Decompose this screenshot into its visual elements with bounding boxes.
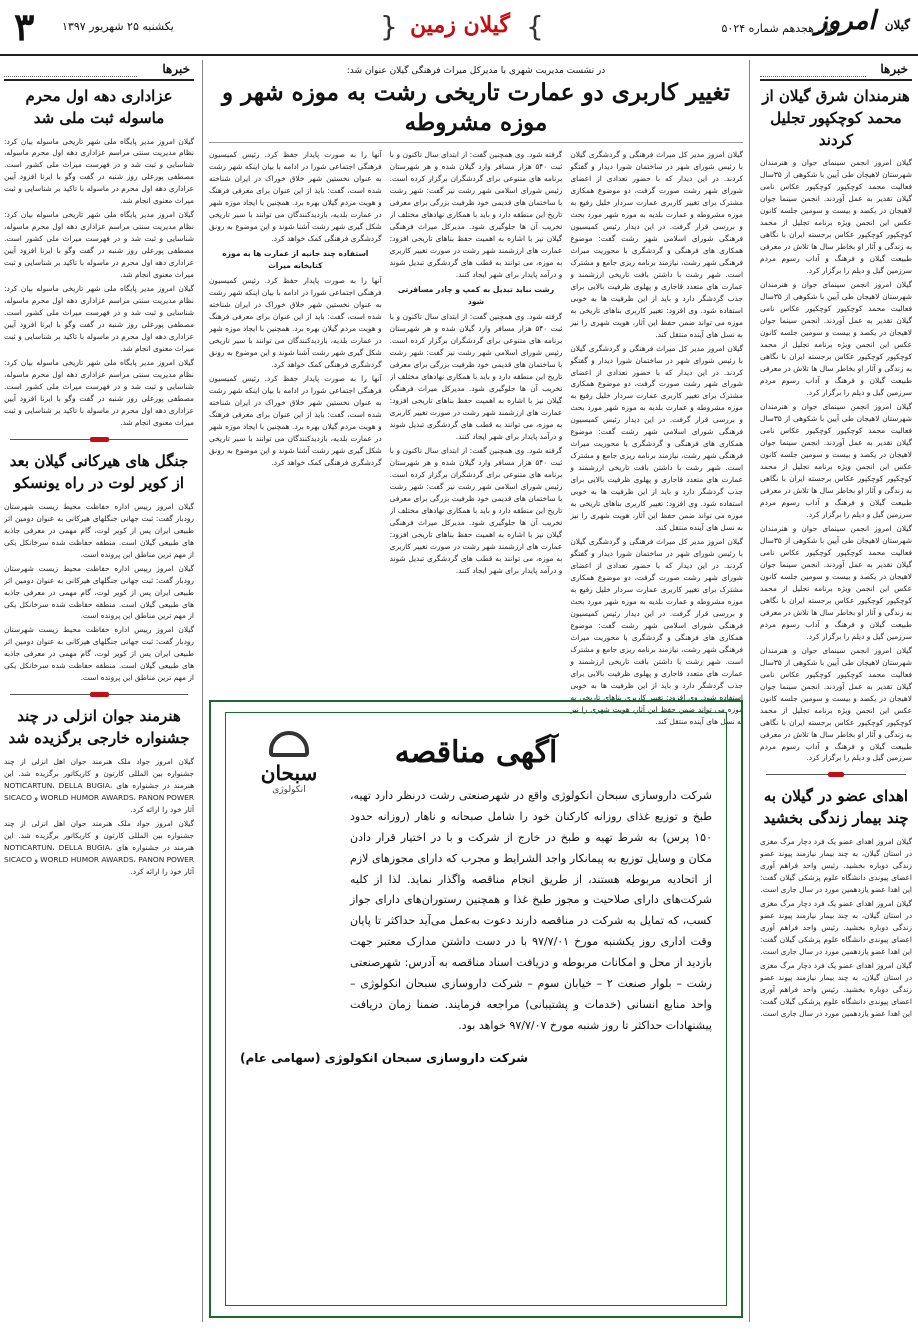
story-divider xyxy=(4,690,194,700)
story-divider xyxy=(760,770,912,780)
article-paragraph: گرفته شود. وی همچنین گفت: از ابتدای سال تاکنون و با ثبت ۵۴۰ هزار مسافر وارد گیلان شده و هر شهرستان برنامه های متنوعی برای گردشگران برگزار کرده است. رئیس شورای اسلامی شهر رشت نیز گفت: شهر رشت با ساختمان های قدیمی خود ظرفیت بزرگی برای معرفی تاریخ این منطقه دارد و باید با همکاری نهادهای مختلف از تخریب آن ها جلوگیری شود. مدیرکل میراث فرهنگی گیلان نیز با اشاره به اهمیت حفظ بناهای تاریخی افزود: عمارت های ارزشمند شهر رشت در صورت تغییر کاربری به موزه، می توانند به قطب های گردشگری تبدیل شوند و درآمد پایدار برای شهر ایجاد کنند. xyxy=(389,446,563,575)
story-paragraph: گیلان امروز انجمن سینمای جوان و هنرمندان شهرستان لاهیجان طی آیین با شکوهی از ۳۵سال فعالیت محمد کوچکپور کوچکپور عکاس نامی گیلان تقدیر به عمل آوردند. انجمن سینما جوان لاهیجان در یکصد و بیست و سومین جلسه کانون عکس این انجمن ویژه برنامه تجلیل از محمد کوچکپور کوچکپور عکاس برجسته ایران با نگاهی به زندگی و آثار او بخاطر سال ها تلاش در معرفی طبیعت گیلان و فرهنگ و آداب رسوم مردم سرزمین گیل و دیلم را برگزار کرد. xyxy=(760,401,912,519)
left-news-column xyxy=(4,60,194,1322)
article-column-2 xyxy=(390,149,563,769)
issue-date: یکشنبه ۲۵ شهریور ۱۳۹۷ xyxy=(62,20,174,33)
brace-right-ornament: } xyxy=(526,10,544,43)
story-paragraph: گیلان امروز جواد ملک هنرمند جوان اهل انزلی از چند جشنواره بین المللی کارتون و کاریکاتور برگزیده شد. این هنرمند در جشنواره های NOTICARTUN، DELLA BUGIA، WORLD HUMOR AWARDS، PANON POWER و SICACO آثار خود را ارائه کرد. xyxy=(4,818,194,876)
ad-body: شرکت داروسازی سبحان انکولوژی واقع در شهرصنعتی رشت درنظر دارد تهیه، طبخ و توزیع غذای روزانه کارکنان خود را شامل صبحانه و ناهار (روزانه حدود ۱۵۰ پرس) به شرط تهیه و طبخ در خارج از شرکت و با در اختیار قرار دادن مکان و وسایل توزیع به پیمانکار واجد الشرایط و مجرب که دارای مجوزهای لازم از اتحادیه مربوطه هستند، از طریق انجام مناقصه واگذار نماید. لذا از کلیه شرکت‌های دارای صلاحیت و مجوز طبخ غذا و همچنین رستوران‌های دارای جواز کسب، که تمایل به شرکت در مناقصه دارند دعوت به‌عمل می‌آید حداکثر تا پایان وقت اداری روز یکشنبه مورخ ۹۷/۷/۰۱ با در دست داشتن مدارک معتبر جهت بازدید از محل و امکانات مربوطه و دریافت اسناد مناقصه به آدرس: شهرصنعتی رشت – بلوار صنعت ۲ – خیابان سوم – شرکت داروسازی سبحان انکولوژی – واحد منابع انسانی (خدمات و پشتیبانی) مراجعه فرمایند. ضمنا زمان دریافت پیشنهادات حداکثر تا روز شنبه مورخ ۹۷/۷/۰۷ خواهد بود. xyxy=(350,789,712,1032)
story-paragraph: گیلان امروز انجمن سینمای جوان و هنرمندان شهرستان لاهیجان طی آیین با شکوهی از ۳۵سال فعالیت محمد کوچکپور کوچکپور عکاس نامی گیلان تقدیر به عمل آوردند. انجمن سینما جوان لاهیجان در یکصد و بیست و سومین جلسه کانون عکس این انجمن ویژه برنامه تجلیل از محمد کوچکپور کوچکپور عکاس برجسته ایران با نگاهی به زندگی و آثار او بخاطر سال ها تلاش در معرفی طبیعت گیلان و فرهنگ و آداب رسوم مردم سرزمین گیل و دیلم را برگزار کرد. xyxy=(760,280,912,397)
article-paragraph: گیلان امروز مدیر کل میراث فرهنگی و گردشگری گیلان با رئیس شورای شهر در ساختمان شورا دیدار و گفتگو کردند. در این دیدار که با حضور تعدادی از اعضای شورای شهر رشت صورت گرفت، دو موضوع همکاری مشترک برای تغییر کاربری عمارت سردار خلیل رفیع به موزه مشروطه و عمارت بلدیه به موزه شهر مورد بحث و بررسی قرار گرفت. در این دیدار رئیس کمیسیون فرهنگی شورای اسلامی شهر رشت گفت: موضوع همکاری های فرهنگی و گردشگری با محوریت میراث فرهنگی شهر رشت، نیازمند برنامه ریزی جامع و مشترک است. شهر رشت با داشتن بافت تاریخی ارزشمند و عمارت های متعدد قاجاری و پهلوی ظرفیت بالایی برای جذب گردشگر دارد و باید از این ظرفیت ها به خوبی استفاده شود. وی افزود: تغییر کاربری بناهای تاریخی به موزه می تواند ضمن حفظ این آثار، هویت شهری را نیز به نسل های آینده منتقل کند. xyxy=(570,343,743,533)
section-title: گیلان زمین xyxy=(410,12,510,38)
article-columns xyxy=(209,149,743,769)
story-divider xyxy=(4,435,194,445)
story-paragraph: گیلان امروز انجمن سینمای جوان و هنرمندان شهرستان لاهیجان طی آیین با شکوهی از ۳۵سال فعالیت محمد کوچکپور کوچکپور عکاس نامی گیلان تقدیر به عمل آوردند. انجمن سینما جوان لاهیجان در یکصد و بیست و سومین جلسه کانون عکس این انجمن ویژه برنامه تجلیل از محمد کوچکپور کوچکپور عکاس برجسته ایران با نگاهی به زندگی و آثار او بخاطر سال ها تلاش در معرفی طبیعت گیلان و فرهنگ و آداب رسوم مردم سرزمین گیل و دیلم را برگزار کرد. xyxy=(760,523,912,641)
article-paragraph: گیلان امروز مدیر کل میراث فرهنگی و گردشگری گیلان با رئیس شورای شهر در ساختمان شورا دیدار و گفتگو کردند. در این دیدار که با حضور تعدادی از اعضای شورای شهر رشت صورت گرفت، دو موضوع همکاری مشترک برای تغییر کاربری عمارت سردار خلیل رفیع به موزه مشروطه و عمارت بلدیه به موزه شهر مورد بحث و بررسی قرار گرفت. در این دیدار رئیس کمیسیون فرهنگی شورای اسلامی شهر رشت گفت: موضوع همکاری های فرهنگی و گردشگری با محوریت میراث فرهنگی شهر رشت، نیازمند برنامه ریزی جامع و مشترک است. شهر رشت با داشتن بافت تاریخی ارزشمند و عمارت های متعدد قاجاری و پهلوی ظرفیت بالایی برای جذب گردشگر دارد و باید از این ظرفیت ها به خوبی استفاده شود. وی افزود: تغییر کاربری بناهای تاریخی به موزه می تواند ضمن حفظ این آثار، هویت شهری را نیز به نسل های آینده منتقل کند. xyxy=(570,537,743,727)
story-headline: هنرمندان شرق گیلان از محمد کوچکپور تجلیل کردند xyxy=(762,87,910,149)
story-headline: اهدای عضو در گیلان به چند بیمار زندگی بخشید xyxy=(763,787,909,828)
story-body xyxy=(4,136,194,430)
story-headline: عزاداری دهه اول محرم ماسوله ثبت ملی شد xyxy=(25,87,173,127)
story-paragraph: گیلان امروز اهدای عضو یک فرد دچار مرگ مغزی در استان گیلان، به چند بیمار نیازمند پیوند عضو زندگی دوباره بخشید. رئیس واحد فراهم آوری اعضای پیوندی دانشگاه علوم پزشکی گیلان گفت: این اهدا عضو یازدهمین مورد در سال جاری است. xyxy=(760,836,912,894)
company-logo-subtitle: انکولوژی xyxy=(272,785,306,795)
article-column-3 xyxy=(209,149,382,769)
page-number: ۳ xyxy=(14,4,35,49)
story-paragraph: گیلان امروز مدیر پایگاه ملی شهر تاریخی ماسوله بیان کرد: نظام مدیریت سنتی مراسم عزاداری دهه اول محرم ماسوله، شناسایی و ثبت شد و در فهرست میراث ملی کشور است. مصطفی پورعلی روز شنبه در گفت وگو با ایرنا افزود آیین عزاداری دهه اول محرم در ماسوله با تاکید بر شناسایی و ثبت میراث معنوی انجام شد. xyxy=(4,136,194,206)
article-paragraph: گرفته شود. وی همچنین گفت: از ابتدای سال تاکنون و با ثبت ۵۴۰ هزار مسافر وارد گیلان شده و هر شهرستان برنامه های متنوعی برای گردشگران برگزار کرده است. رئیس شورای اسلامی شهر رشت نیز گفت: شهر رشت با ساختمان های قدیمی خود ظرفیت بزرگی برای معرفی تاریخ این منطقه دارد و باید با همکاری نهادهای مختلف از تخریب آن ها جلوگیری شود. مدیرکل میراث فرهنگی گیلان نیز با اشاره به اهمیت حفظ بناهای تاریخی افزود: عمارت های ارزشمند شهر رشت در صورت تغییر کاربری به موزه، می توانند به قطب های گردشگری تبدیل شوند و درآمد پایدار برای شهر ایجاد کنند. xyxy=(389,149,563,279)
column-tag: خبرها xyxy=(760,60,912,81)
column-tag: خبرها xyxy=(4,60,194,81)
story-paragraph: گیلان امروز رییس اداره حفاظت محیط زیست شهرستان رودبار گفت: ثبت جهانی جنگلهای هیرکانی به عنوان دومین اثر طبیعی ایران پس از کویر لوت، گام مهمی در معرفی جاذبه های طبیعی گیلان است. منطقه حفاظت شده سرخانکل یکی از مهم ترین مناطق این پرونده است. xyxy=(4,563,194,621)
article-paragraph: آنها را به صورت پایدار حفظ کرد. رئیس کمیسیون فرهنگی اجتماعی شورا در ادامه با بیان اینکه شهر رشت به عنوان نخستین شهر خلاق خوراک در ایران شناخته شده است، گفت: باید از این عنوان برای معرفی فرهنگ و هویت مردم گیلان بهره برد. همچنین با ایجاد موزه شهر در عمارت بلدیه، بازدیدکنندگان می توانند با سیر تاریخی شکل گیری شهر رشت آشنا شوند و این موضوع به رونق گردشگری فرهنگی کمک خواهد کرد. xyxy=(208,374,382,468)
company-logo xyxy=(244,731,334,795)
story-paragraph: گیلان امروز انجمن سینمای جوان و هنرمندان شهرستان لاهیجان طی آیین با شکوهی از ۳۵سال فعالیت محمد کوچکپور کوچکپور عکاس نامی گیلان تقدیر به عمل آوردند. انجمن سینما جوان لاهیجان در یکصد و بیست و سومین جلسه کانون عکس این انجمن ویژه برنامه تجلیل از محمد کوچکپور کوچکپور عکاس برجسته ایران با نگاهی به زندگی و آثار او بخاطر سال ها تلاش در معرفی طبیعت گیلان و فرهنگ و آداب رسوم مردم سرزمین گیل و دیلم را برگزار کرد. xyxy=(760,158,912,276)
issue-number: سال هجدهم شماره ۵۰۲۴ xyxy=(721,22,838,35)
article-paragraph: آنها را به صورت پایدار حفظ کرد. رئیس کمیسیون فرهنگی اجتماعی شورا در ادامه با بیان اینکه شهر رشت به عنوان نخستین شهر خلاق خوراک در ایران شناخته شده است، گفت: باید از این عنوان برای معرفی فرهنگ و هویت مردم گیلان بهره برد. همچنین با ایجاد موزه شهر در عمارت بلدیه، بازدیدکنندگان می توانند با سیر تاریخی شکل گیری شهر رشت آشنا شوند و این موضوع به رونق گردشگری فرهنگی کمک خواهد کرد. xyxy=(208,276,382,370)
story-paragraph: گیلان امروز انجمن سینمای جوان و هنرمندان شهرستان لاهیجان طی آیین با شکوهی از ۳۵سال فعالیت محمد کوچکپور کوچکپور عکاس نامی گیلان تقدیر به عمل آوردند. انجمن سینما جوان لاهیجان در یکصد و بیست و سومین جلسه کانون عکس این انجمن ویژه برنامه تجلیل از محمد کوچکپور کوچکپور عکاس برجسته ایران با نگاهی به زندگی و آثار او بخاطر سال ها تلاش در معرفی طبیعت گیلان و فرهنگ و آداب رسوم مردم سرزمین گیل و دیلم را برگزار کرد. xyxy=(760,645,912,763)
article-kicker: در نشست مدیریت شهری با مدیرکل میراث فرهنگی گیلان عنوان شد: xyxy=(346,66,606,76)
story-paragraph: گیلان امروز رییس اداره حفاظت محیط زیست شهرستان رودبار گفت: ثبت جهانی جنگلهای هیرکانی به عنوان دومین اثر طبیعی ایران پس از کویر لوت، گام مهمی در معرفی جاذبه های طبیعی گیلان است. منطقه حفاظت شده سرخانکل یکی از مهم ترین مناطق این پرونده است. xyxy=(4,625,194,683)
article-paragraph: گیلان امروز مدیر کل میراث فرهنگی و گردشگری گیلان با رئیس شورای شهر در ساختمان شورا دیدار و گفتگو کردند. در این دیدار که با حضور تعدادی از اعضای شورای شهر رشت صورت گرفت، دو موضوع همکاری مشترک برای تغییر کاربری عمارت سردار خلیل رفیع به موزه مشروطه و عمارت بلدیه به موزه شهر مورد بحث و بررسی قرار گرفت. در این دیدار رئیس کمیسیون فرهنگی شورای اسلامی شهر رشت گفت: موضوع همکاری های فرهنگی و گردشگری با محوریت میراث فرهنگی شهر رشت، نیازمند برنامه ریزی جامع و مشترک است. شهر رشت با داشتن بافت تاریخی ارزشمند و عمارت های متعدد قاجاری و پهلوی ظرفیت بالایی برای جذب گردشگر دارد و باید از این ظرفیت ها به خوبی استفاده شود. وی افزود: تغییر کاربری بناهای تاریخی به موزه می تواند ضمن حفظ این آثار، هویت شهری را نیز به نسل های آینده منتقل کند. xyxy=(570,149,743,339)
company-logo-name: سبحان xyxy=(260,761,318,785)
story-paragraph: گیلان امروز رییس اداره حفاظت محیط زیست شهرستان رودبار گفت: ثبت جهانی جنگلهای هیرکانی به عنوان دومین اثر طبیعی ایران پس از کویر لوت، گام مهمی در معرفی جاذبه های طبیعی گیلان است. منطقه حفاظت شده سرخانکل یکی از مهم ترین مناطق این پرونده است. xyxy=(4,501,194,559)
ad-title: آگهی مناقصه xyxy=(394,735,558,770)
story-headline: جنگل های هیرکانی گیلان بعد از کویر لوت در راه یونسکو xyxy=(9,452,189,492)
story-headline: هنرمند جوان انزلی در چند جشنواره خارجی برگزیده شد xyxy=(8,707,190,748)
story-paragraph: گیلان امروز اهدای عضو یک فرد دچار مرگ مغزی در استان گیلان، به چند بیمار نیازمند پیوند عضو زندگی دوباره بخشید. رئیس واحد فراهم آوری اعضای پیوندی دانشگاه علوم پزشکی گیلان گفت: این اهدا عضو یازدهمین مورد در سال جاری است. xyxy=(760,960,912,1018)
right-news-column xyxy=(760,60,912,1322)
newspaper-logo xyxy=(815,6,910,36)
article-paragraph: گرفته شود. وی همچنین گفت: از ابتدای سال تاکنون و با ثبت ۵۴۰ هزار مسافر وارد گیلان شده و هر شهرستان برنامه های متنوعی برای گردشگران برگزار کرده است. رئیس شورای اسلامی شهر رشت نیز گفت: شهر رشت با ساختمان های قدیمی خود ظرفیت بزرگی برای معرفی تاریخ این منطقه دارد و باید با همکاری نهادهای مختلف از تخریب آن ها جلوگیری شود. مدیرکل میراث فرهنگی گیلان نیز با اشاره به اهمیت حفظ بناهای تاریخی افزود: عمارت های ارزشمند شهر رشت در صورت تغییر کاربری به موزه، می توانند به قطب های گردشگری تبدیل شوند و درآمد پایدار برای شهر ایجاد کنند. xyxy=(389,312,563,442)
brace-left-ornament: { xyxy=(380,10,398,43)
tender-advertisement xyxy=(209,700,743,1318)
story-body xyxy=(4,501,194,685)
ad-inner-frame xyxy=(225,712,727,1306)
story-paragraph: گیلان امروز جواد ملک هنرمند جوان اهل انزلی از چند جشنواره بین المللی کارتون و کاریکاتور برگزیده شد. این هنرمند در جشنواره های NOTICARTUN، DELLA BUGIA، WORLD HUMOR AWARDS، PANON POWER و SICACO آثار خود را ارائه کرد. xyxy=(4,756,194,814)
logo-prefix: گیلان xyxy=(884,18,910,32)
story-paragraph: گیلان امروز اهدای عضو یک فرد دچار مرگ مغزی در استان گیلان، به چند بیمار نیازمند پیوند عضو زندگی دوباره بخشید. رئیس واحد فراهم آوری اعضای پیوندی دانشگاه علوم پزشکی گیلان گفت: این اهدا عضو یازدهمین مورد در سال جاری است. xyxy=(760,898,912,956)
article-paragraph: آنها را به صورت پایدار حفظ کرد. رئیس کمیسیون فرهنگی اجتماعی شورا در ادامه با بیان اینکه شهر رشت به عنوان نخستین شهر خلاق خوراک در ایران شناخته شده است، گفت: باید از این عنوان برای معرفی فرهنگ و هویت مردم گیلان بهره برد. همچنین با ایجاد موزه شهر در عمارت بلدیه، بازدیدکنندگان می توانند با سیر تاریخی شکل گیری شهر رشت آشنا شوند و این موضوع به رونق گردشگری فرهنگی کمک خواهد کرد. xyxy=(208,149,382,243)
story-body xyxy=(760,836,912,1020)
logo-text: امروز xyxy=(815,6,876,36)
story-paragraph: گیلان امروز مدیر پایگاه ملی شهر تاریخی ماسوله بیان کرد: نظام مدیریت سنتی مراسم عزاداری دهه اول محرم ماسوله، شناسایی و ثبت شد و در فهرست میراث ملی کشور است. مصطفی پورعلی روز شنبه در گفت وگو با ایرنا افزود آیین عزاداری دهه اول محرم در ماسوله با تاکید بر شناسایی و ثبت میراث معنوی انجام شد. xyxy=(4,358,194,428)
article-subhead: استفاده چند جانبه از عمارت ها به موزه کتابخانه میراث xyxy=(222,248,369,270)
main-headline: تغییر کاربری دو عمارت تاریخی رشت به موزه شهر و موزه مشروطه xyxy=(209,78,743,143)
article-column-1 xyxy=(570,149,743,769)
company-logo-icon xyxy=(269,731,309,757)
article-subhead: رشت نباید تبدیل به کمپ و چادر مسافرتی شود xyxy=(397,284,555,306)
story-paragraph: گیلان امروز مدیر پایگاه ملی شهر تاریخی ماسوله بیان کرد: نظام مدیریت سنتی مراسم عزاداری دهه اول محرم ماسوله، شناسایی و ثبت شد و در فهرست میراث ملی کشور است. مصطفی پورعلی روز شنبه در گفت وگو با ایرنا افزود آیین عزاداری دهه اول محرم در ماسوله با تاکید بر شناسایی و ثبت میراث معنوی انجام شد. xyxy=(4,210,194,280)
story-body xyxy=(4,756,194,878)
ad-signature: شرکت داروسازی سبحان انکولوژی (سهامی عام) xyxy=(240,1050,529,1065)
story-body xyxy=(760,157,912,764)
main-article-area xyxy=(202,60,750,1322)
masthead xyxy=(0,0,918,56)
story-paragraph: گیلان امروز مدیر پایگاه ملی شهر تاریخی ماسوله بیان کرد: نظام مدیریت سنتی مراسم عزاداری دهه اول محرم ماسوله، شناسایی و ثبت شد و در فهرست میراث ملی کشور است. مصطفی پورعلی روز شنبه در گفت وگو با ایرنا افزود آیین عزاداری دهه اول محرم در ماسوله با تاکید بر شناسایی و ثبت میراث معنوی انجام شد. xyxy=(4,284,194,354)
